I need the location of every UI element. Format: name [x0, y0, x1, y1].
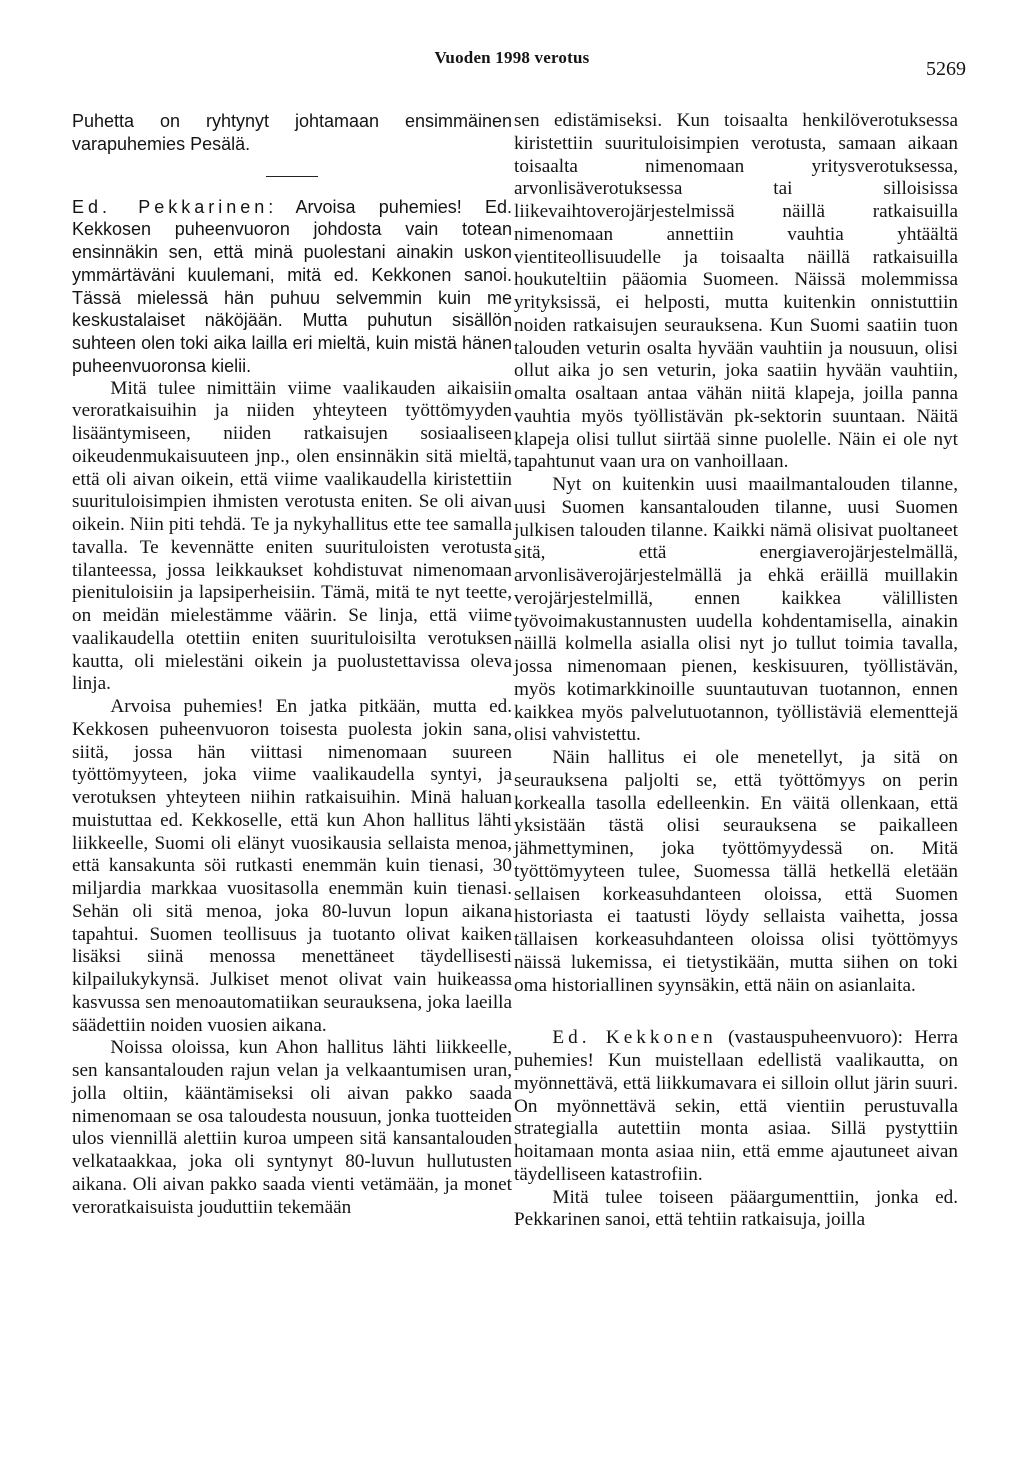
paragraph: Arvoisa puhemies! En jatka pitkään, mutta ed. Kekkosen puheenvuoron toisesta puolesta jokin sana, siitä, jossa hän viittasi nimenomaan suureen työttömyyteen, joka viime vaalikaudella syntyi, ja verotuksen yhteyteen niihin ratkaisuihin. Minä haluan muistuttaa ed. Kekkoselle, että kun Ahon hallitus lähti liikkeelle, Suomi oli elänyt vuosikausia sellaista menoa, että kansakunta söi rutkasti enemmän kuin tienasi, 30 miljardia markkaa vuositasolla enemmän kuin tienasi. Sehän oli sitä menoa, joka 80-luvun lopun aikana tapahtui. Suomen teollisuus ja tuotanto olivat kaiken lisäksi siinä menossa menettäneet täydellisesti kilpailukykynsä. Julkiset menot olivat vain huikeassa kasvussa sen menoautomatiikan seurauksena, joka laeilla säädettiin noiden vuosien aikana.: [72, 696, 512, 1036]
chair-note: Puhetta on ryhtynyt johtamaan ensimmäinen varapuhemies Pesälä.: [72, 111, 512, 154]
paragraph: sen edistämiseksi. Kun toisaalta henkilöverotuksessa kiristettiin suurituloisimpien verotusta, samaan aikaan toisaalta nimenomaan yritysverotuksessa, arvonlisäverotuksessa tai silloisissa liikevaihtoverojärjestelmissä näillä ratkaisuilla nimenomaan annettiin vauhtia yhtäältä vientiteollisuudelle ja toisaalta näillä ratkaisuilla houkuteltiin pääomia Suomeen. Näissä molemmissa yrityksissä, ei helposti, mutta kuitenkin onnistuttiin noiden ratkaisujen seurauksena. Kun Suomi saatiin tuon talouden veturin osalta hyvään vauhtiin ja nousuun, olisi ollut aika jo sen veturin, joka saatiin hyvään vauhtiin, omalta osaltaan antaa vähän niitä klapeja, joilla panna vauhtia myös työllistävän pk-sektorin suuntaan. Näitä klapeja olisi tullut siirtää sinne puolelle. Näin ei ole nyt tapahtunut vaan ura on vanhoillaan.: [514, 110, 958, 473]
speech-text: (vastauspuheenvuoro): Herra puhemies! Kun muistellaan edellistä vaalikautta, on myönnettävä, että liikkumavara ei silloin ollut järin suuri. On myönnettävä sekin, että vientiin perustuvalla strategialla autettiin monta asiaa. Sillä pystyttiin hoitamaan monta asiaa niin, että emme ajautuneet aivan täydelliseen katastrofiin.: [514, 1027, 958, 1185]
paragraph: Nyt on kuitenkin uusi maailmantalouden tilanne, uusi Suomen kansantalouden tilanne, uusi Suomen julkisen talouden tilanne. Kaikki nämä olisivat puoltaneet sitä, että energiaverojärjestelmällä, arvonlisäverojärjestelmällä ja ehkä eräillä muillakin verojärjestelmillä, ennen kaikkea välillisten työvoimakustannusten uudella kohdentamisella, ainakin näillä kolmella asialla olisi nyt jo tullut toimia tavalla, jossa nimenomaan pienen, keskisuuren, työllistävän, myös kotimarkkinoille suuntautuvan tuotannon, ennen kaikkea myös palvelutuotannon, työllistäviä elementtejä olisi vahvistettu.: [514, 474, 958, 746]
speaker-name: Ed. Pekkarinen: [72, 196, 269, 217]
right-column: [514, 110, 958, 1232]
paragraph: Mitä tulee nimittäin viime vaalikauden aikaisiin veroratkaisuihin ja niiden yhteyteen työttömyyden lisääntymiseen, niiden ratkaisujen sosiaaliseen oikeudenmukaisuuteen jnp., olen ensinnäkin sitä mieltä, että oli aivan oikein, että viime vaalikaudella kiristettiin suurituloisimpien ihmisten verotusta eniten. Se oli aivan oikein. Niin piti tehdä. Te ja nykyhallitus ette tee samalla tavalla. Te kevennätte eniten suurituloisten verotusta tilanteessa, jossa leikkaukset kohdistuvat nimenomaan pienituloisiin ja lapsiperheisiin. Tämä, mitä te nyt teette, on meidän mielestämme väärin. Se linja, että viime vaalikaudella otettiin eniten suurituloisilta verotuksen kautta, oli mielestäni oikein ja puolustettavissa oleva linja.: [72, 377, 512, 695]
speech-text: : Arvoisa puhemies! Ed. Kekkosen puheenvuoron johdosta vain totean ensinnäkin sen, että minä puolestani ainakin uskon ymmärtäväni kuulemani, mitä ed. Kekkonen sanoi. Tässä mielessä hän puhuu selvemmin kuin me keskustalaiset näköjään. Mutta puhutun sisällön suhteen olen toki aika lailla eri mieltä, kuin mistä hänen puheenvuoronsa kielii.: [72, 196, 512, 376]
speech-pekkarinen-opening: [72, 196, 512, 378]
paragraph: Mitä tulee toiseen pääargumenttiin, jonka ed. Pekkarinen sanoi, että tehtiin ratkaisuja, joilla: [514, 1186, 958, 1231]
paragraph: Näin hallitus ei ole menetellyt, ja sitä on seurauksena paljolti se, että työttömyys on perin korkealla tasolla edelleenkin. En väitä ollenkaan, että yksistään tästä olisi seurauksena se paikalleen jähmettyminen, joka työttömyydessä on. Mitä työttömyyteen tulee, Suomessa tällä hetkellä eletään sellaisen korkeasuhdanteen oloissa, että Suomen historiasta ei taatusti löydy sellaista vaihetta, jossa tällaisen korkeasuhdanteen oloissa olisi työttömyys näissä lukemissa, ei tietystikään, mutta siihen on toki oma historiallinen syynsäkin, että näin on asianlaita.: [514, 747, 958, 996]
speech-kekkonen-opening: [514, 1027, 958, 1186]
spacer: [514, 997, 958, 1027]
speaker-name: Ed. Kekkonen: [552, 1027, 717, 1049]
page-number: 5269: [926, 58, 966, 80]
paragraph: Noissa oloissa, kun Ahon hallitus lähti liikkeelle, sen kansantalouden rajun velan ja velkaantumisen uran, jolla oltiin, kääntämiseksi oli aivan pakko saada nimenomaan se osa taloudesta nousuun, jonka tuotteiden ulos viennillä alettiin kuroa umpeen sitä kansantalouden velkataakkaa, joka oli syntynyt 80-luvun hullutusten aikana. Oli aivan pakko saada vienti vetämään, ja monet veroratkaisuista jouduttiin tekemään: [72, 1037, 512, 1218]
left-column: [72, 110, 512, 1219]
section-divider: [266, 176, 318, 177]
running-head: Vuoden 1998 verotus: [434, 48, 590, 67]
